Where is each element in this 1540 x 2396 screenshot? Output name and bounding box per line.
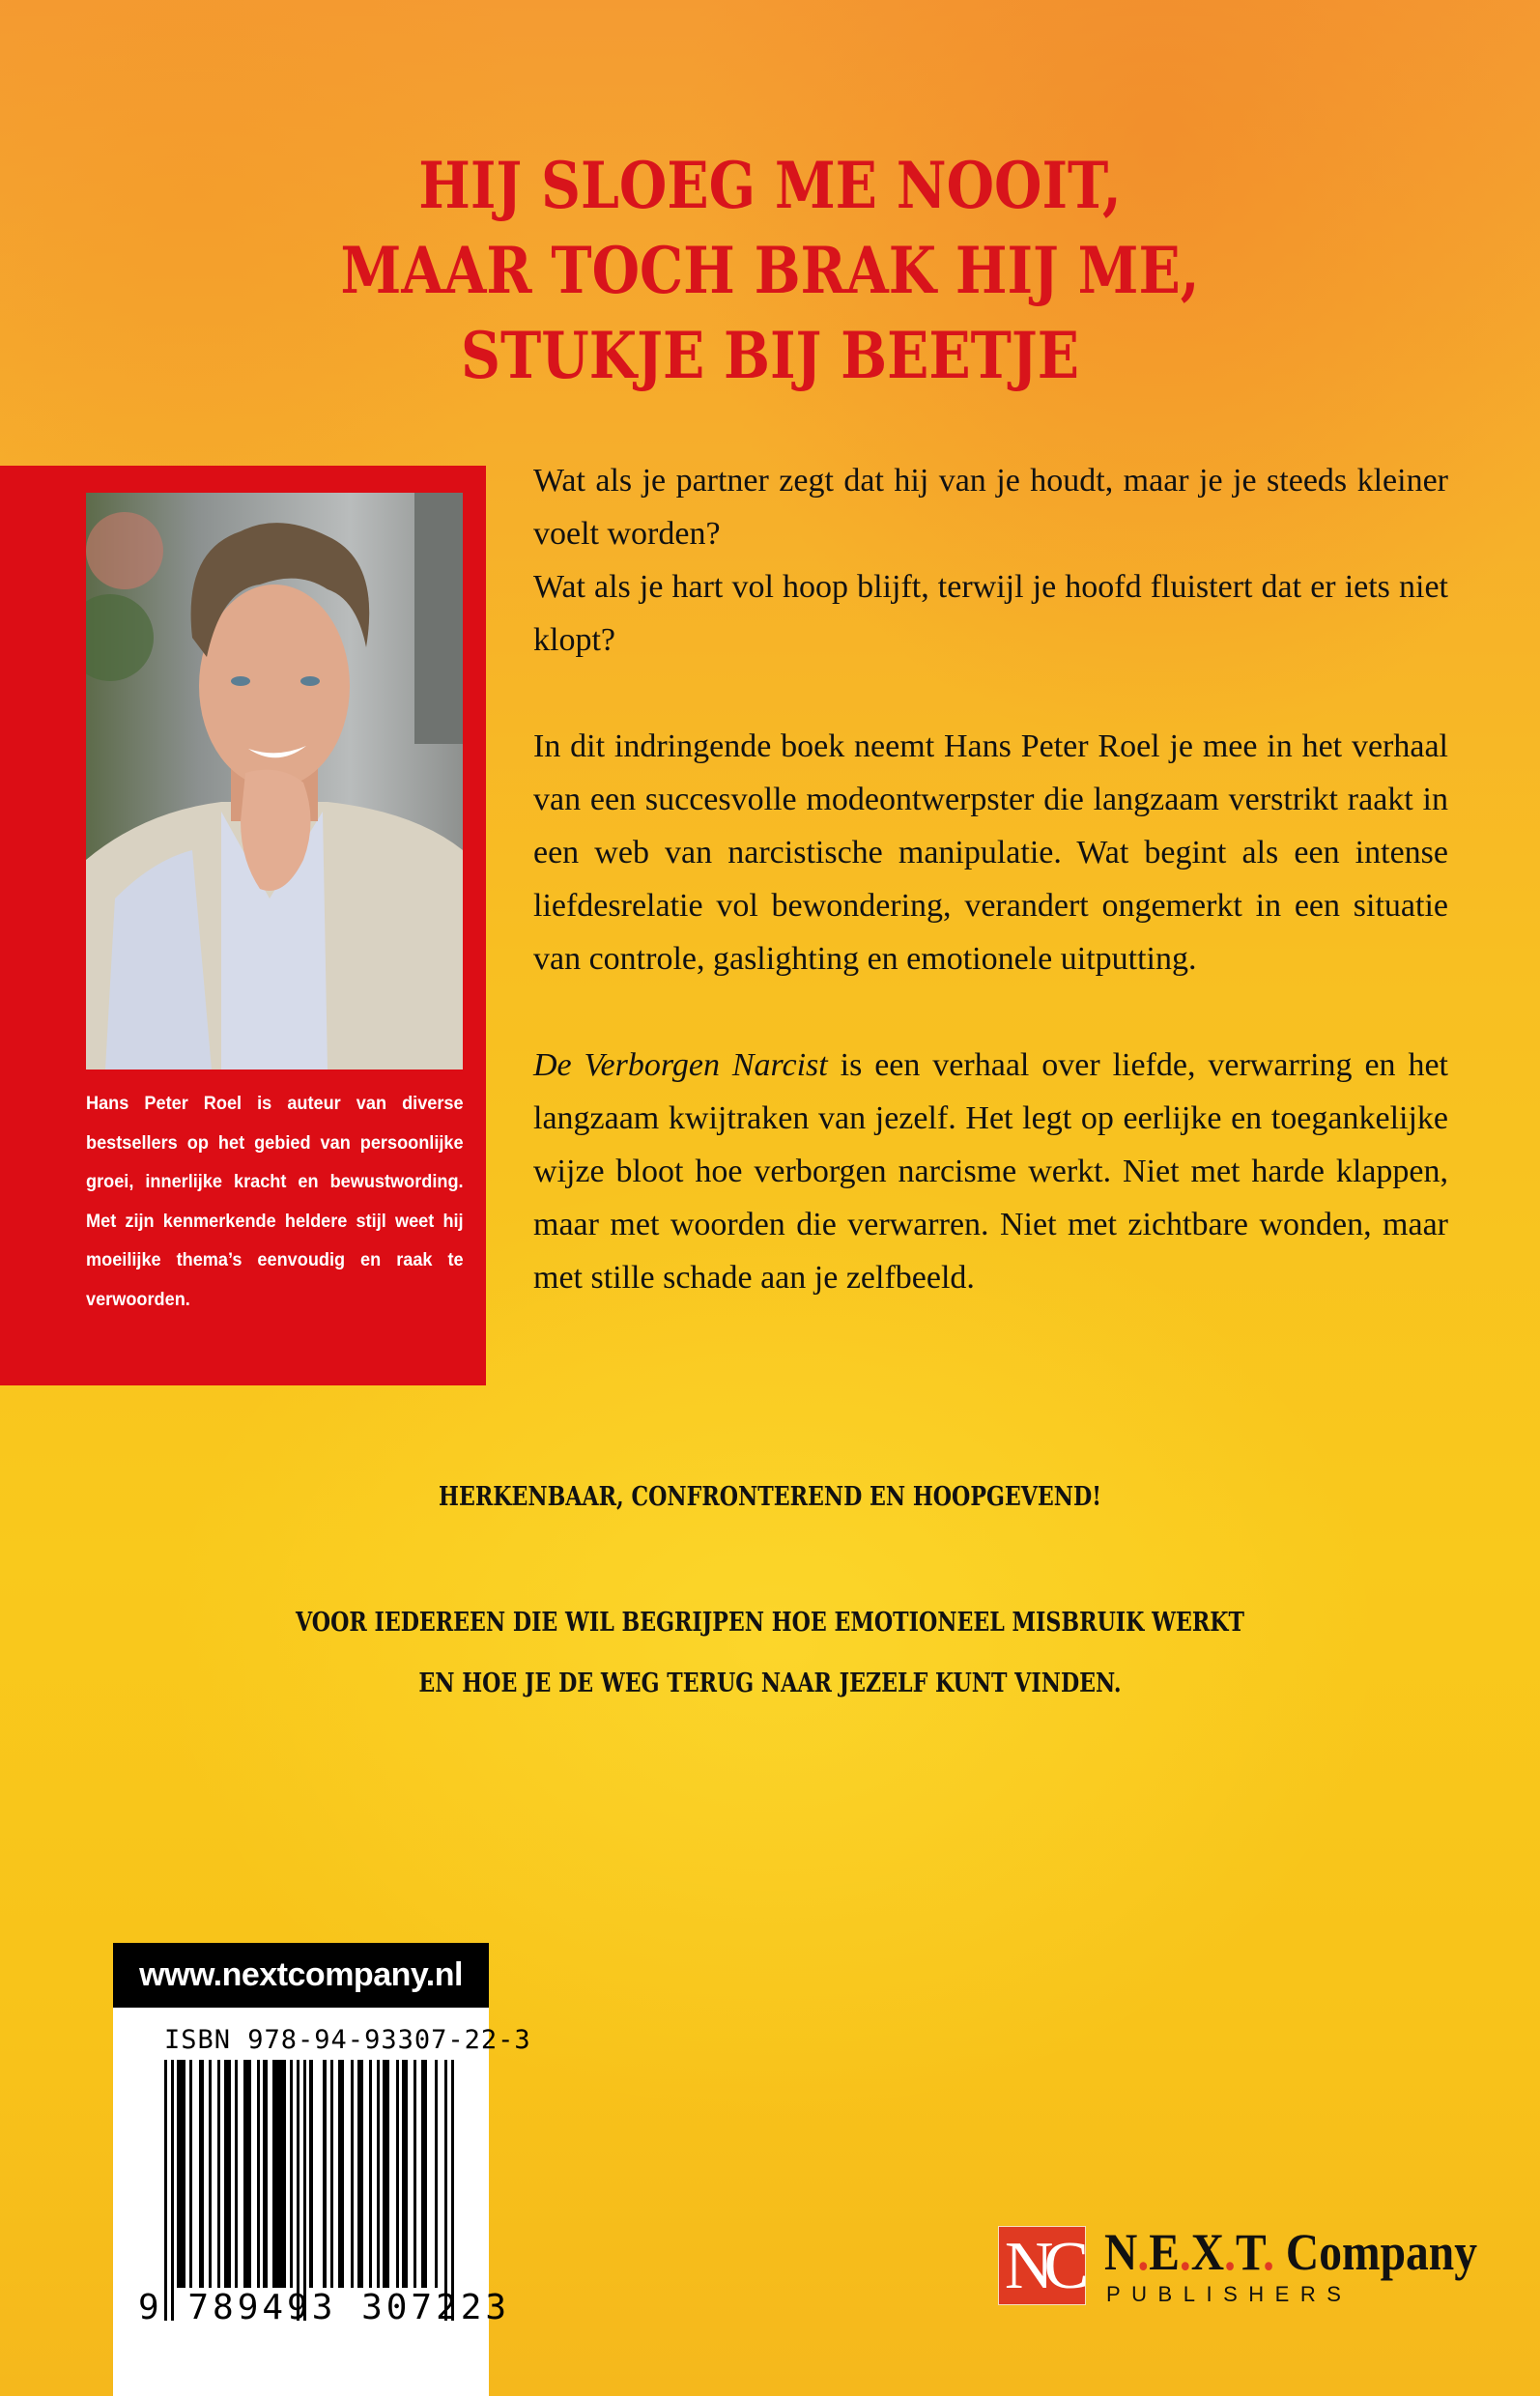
publisher-dot: . [1224,2223,1236,2281]
publisher-letter-e: E [1149,2223,1180,2281]
publisher-monogram-icon: NC [998,2226,1086,2305]
blurb-intro [533,454,1448,667]
headline-line-1: HIJ SLOEG ME NOOIT, [418,148,1122,223]
blurb-paragraph-3 [533,1039,1448,1304]
ean-number: 9 789493 307223 [138,2288,511,2327]
headline-line-2: MAAR TOCH BRAK HIJ ME, [340,233,1200,308]
headline [108,143,1433,398]
blurb-paragraph-3-text: is een verhaal over liefde, verwarring en het langzaam kwijtraken van jezelf. Het legt op eerlijke en toegankelijke wijze bloot hoe verborgen narcisme werkt. Niet met harde klappen, maar met woorden die verwarren. Niet met zichtbare wonden, maar met stille schade aan je zelfbeeld. [533,1047,1448,1296]
tagline-1: HERKENBAAR, CONFRONTEREND EN HOOPGEVEND! [439,1482,1101,1512]
author-bio: Hans Peter Roel is auteur van diverse bestsellers op het gebied van persoonlijke groei, innerlijke kracht en bewustwording. Met zijn kenmerkende heldere stijl weet hij moeilijke thema’s eenvoudig en raak te verwoorden. [86,1093,464,1310]
publisher-subtitle: PUBLISHERS [1106,2282,1353,2306]
blurb-question-1: Wat als je partner zegt dat hij van je houdt, maar je je steeds kleiner voelt worden? [533,463,1448,552]
tagline-3: EN HOE JE DE WEG TERUG NAAR JEZELF KUNT VINDEN. [418,1669,1122,1698]
publisher-dot: . [1137,2223,1150,2281]
website-link[interactable]: www.nextcompany.nl [113,1943,489,2008]
back-cover-blurb [533,454,1448,1304]
blurb-paragraph-2: In dit indringende boek neemt Hans Peter Roel je mee in het verhaal van een succesvolle modeontwerpster die langzaam verstrikt raakt in een web van narcistische manipulatie. Wat begint als een intense liefdesrelatie vol bewondering, verandert ongemerkt in een situatie van controle, gaslighting en emotionele uitputting. [533,728,1448,977]
author-portrait-icon [86,493,463,1070]
publisher-letter-t: T [1235,2223,1264,2281]
publisher-letter-x: X [1190,2223,1225,2281]
publisher-letter-n: N [1104,2223,1138,2281]
headline-line-3: STUKJE BIJ BEETJE [461,318,1079,393]
isbn-label: ISBN 978-94-93307-22-3 [164,2025,531,2055]
author-photo [86,493,463,1070]
blurb-question-2: Wat als je hart vol hoop blijft, terwijl je hoofd fluistert dat er iets niet klopt? [533,569,1448,658]
barcode-icon [164,2060,464,2321]
tagline-2: VOOR IEDEREEN DIE WIL BEGRIJPEN HOE EMOTIONEEL MISBRUIK WERKT [295,1608,1244,1638]
publisher-company-word: Company [1274,2223,1477,2281]
publisher-dot: . [1263,2223,1275,2281]
publisher-dot: . [1179,2223,1191,2281]
publisher-name [1104,2222,1477,2282]
book-title: De Verborgen Narcist [533,1047,828,1083]
